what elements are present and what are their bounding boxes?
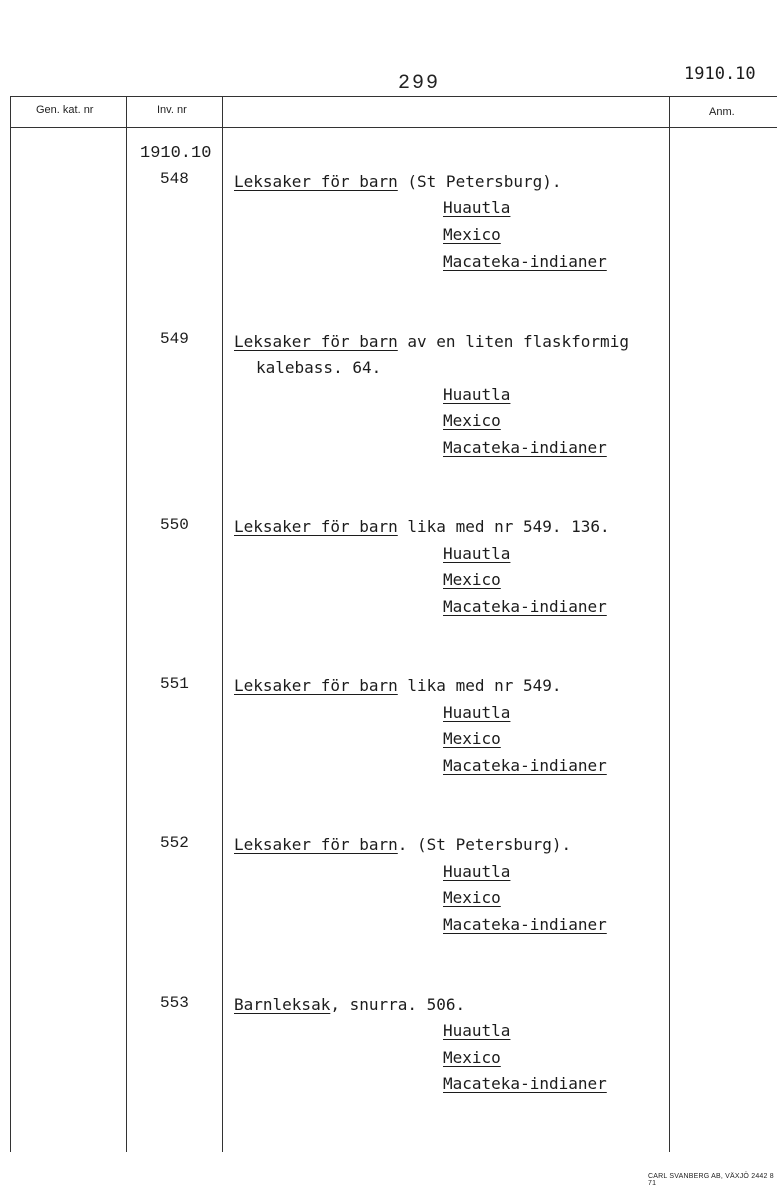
entry-country: Mexico (443, 888, 501, 907)
batch-number: 1910.10 (140, 144, 212, 163)
entry-place: Huautla (443, 385, 511, 404)
entry-description (234, 172, 562, 191)
entry-title: Leksaker för barn (234, 517, 398, 536)
inv-number: 551 (160, 675, 189, 693)
inv-number: 549 (160, 330, 189, 348)
entry-country: Mexico (443, 570, 501, 589)
anm-column-divider (669, 96, 670, 1152)
column-header-anm: Anm. (709, 106, 735, 118)
inv-number: 552 (160, 834, 189, 852)
inv-number: 553 (160, 994, 189, 1012)
entry-place: Huautla (443, 703, 511, 722)
column-header-inv: Inv. nr (157, 104, 187, 116)
entry-title: Leksaker för barn (234, 172, 398, 191)
entry-rest: (St Petersburg). (397, 172, 562, 191)
entry-country: Mexico (443, 1048, 501, 1067)
entry-people: Macateka-indianer (443, 915, 607, 934)
entry-people: Macateka-indianer (443, 597, 607, 616)
entry-people: Macateka-indianer (443, 756, 607, 775)
entry-continuation: kalebass. 64. (256, 358, 382, 377)
entry-rest: av en liten flaskformig (397, 332, 629, 351)
entry-people: Macateka-indianer (443, 1074, 607, 1093)
entry-place: Huautla (443, 1021, 511, 1040)
header-date-ref: 1910.10 (684, 64, 756, 84)
entry-description (234, 835, 571, 854)
entry-title: Leksaker för barn (234, 835, 398, 854)
entry-people: Macateka-indianer (443, 252, 607, 271)
entry-country: Mexico (443, 729, 501, 748)
page-number: 299 (398, 72, 441, 95)
entry-people: Macateka-indianer (443, 438, 607, 457)
entry-rest: lika med nr 549. (397, 676, 562, 695)
entry-rest: lika med nr 549. 136. (397, 517, 610, 536)
entry-description (234, 332, 629, 351)
entry-description (234, 517, 610, 536)
entry-title: Leksaker för barn (234, 332, 398, 351)
inv-number: 548 (160, 170, 189, 188)
entry-place: Huautla (443, 862, 511, 881)
entry-description (234, 676, 562, 695)
gen-kat-column-divider (126, 96, 127, 1152)
entry-description (234, 995, 465, 1014)
entry-place: Huautla (443, 198, 511, 217)
inv-number: 550 (160, 516, 189, 534)
entry-rest: . (St Petersburg). (397, 835, 572, 854)
entry-country: Mexico (443, 411, 501, 430)
column-header-gen-kat: Gen. kat. nr (36, 104, 94, 116)
entry-rest: , snurra. 506. (330, 995, 466, 1014)
entry-title: Barnleksak (234, 995, 331, 1014)
entry-country: Mexico (443, 225, 501, 244)
inv-column-divider (222, 96, 223, 1152)
entry-place: Huautla (443, 544, 511, 563)
printer-footer: CARL SVANBERG AB, VÄXJÖ 2442 8 71 (648, 1173, 774, 1187)
left-page-edge (10, 96, 11, 1152)
entry-title: Leksaker för barn (234, 676, 398, 695)
